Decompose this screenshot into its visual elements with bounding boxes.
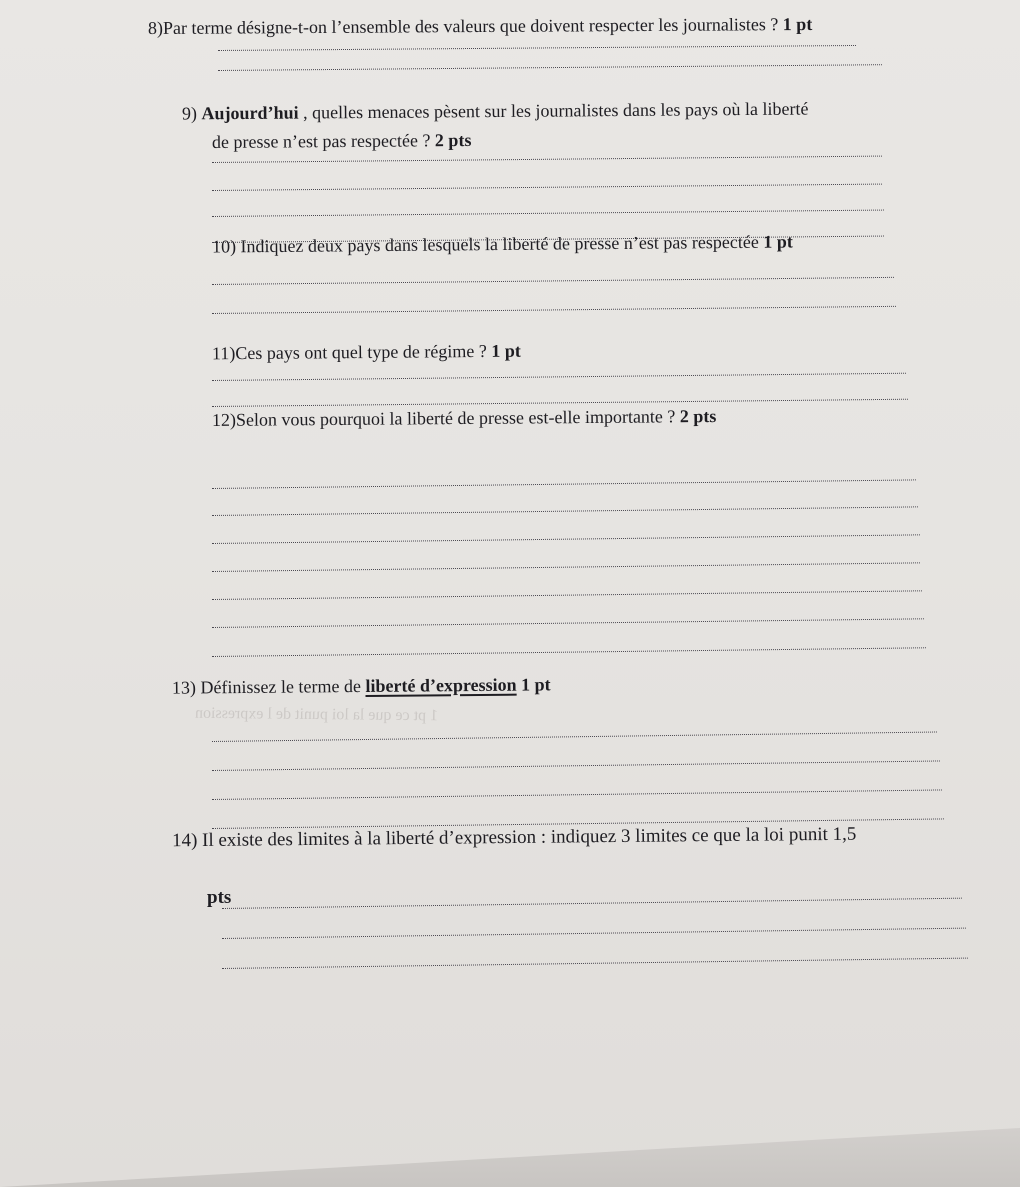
answer-line[interactable]	[222, 928, 966, 939]
answer-line[interactable]	[212, 562, 920, 572]
question-9-points: 2 pts	[434, 129, 472, 151]
answer-line[interactable]	[212, 210, 884, 217]
answer-line[interactable]	[212, 277, 894, 285]
answer-line[interactable]	[212, 156, 882, 163]
answer-line[interactable]	[212, 618, 924, 628]
answer-line[interactable]	[212, 373, 906, 381]
answer-line[interactable]	[212, 760, 940, 771]
question-8-points: 1 pt	[782, 13, 813, 35]
answer-line[interactable]	[212, 479, 916, 489]
question-13-text: 13) Définissez le terme de	[171, 675, 366, 698]
question-10	[212, 230, 793, 257]
question-14-points: pts	[207, 887, 232, 908]
question-11-points: 1 pt	[491, 340, 521, 361]
question-13-term: liberté d’expression	[365, 674, 517, 696]
answer-line[interactable]	[212, 590, 922, 600]
answer-line[interactable]	[212, 184, 882, 191]
answer-line[interactable]	[212, 306, 896, 314]
question-13-points: 1 pt	[516, 674, 551, 695]
answer-line[interactable]	[222, 958, 968, 969]
question-8	[148, 13, 812, 39]
question-12	[212, 405, 717, 431]
answer-line[interactable]	[212, 647, 926, 657]
answer-line[interactable]	[212, 789, 942, 800]
question-13	[172, 673, 551, 698]
question-9-text: , quelles menaces pèsent sur les journalistes dans les pays où la liberté	[298, 98, 809, 123]
question-9-line2	[212, 129, 472, 153]
answer-line[interactable]	[218, 45, 856, 51]
question-9	[182, 98, 809, 125]
answer-line[interactable]	[212, 732, 937, 742]
answer-line[interactable]	[218, 64, 882, 71]
question-11-text: 11)Ces pays ont quel type de régime ?	[211, 340, 492, 364]
answer-line[interactable]	[212, 534, 920, 544]
question-10-points: 1 pt	[763, 231, 793, 252]
question-11	[212, 340, 521, 365]
question-8-text: 8)Par terme désigne-t-on l’ensemble des valeurs que doivent respecter les journalistes ?	[147, 14, 783, 39]
question-12-points: 2 pts	[679, 406, 717, 427]
question-9-text-2: de presse n’est pas respectée ?	[211, 130, 435, 153]
answer-line[interactable]	[212, 506, 918, 516]
question-12-text: 12)Selon vous pourquoi la liberté de presse est-elle importante ?	[211, 406, 680, 430]
answer-line[interactable]	[222, 898, 962, 909]
question-9-number: 9)	[181, 103, 202, 124]
question-14-text: 14) Il existe des limites à la liberté d’expression : indiquez 3 limites ce que la loi punit 1,5	[171, 823, 857, 852]
show-through-text: 1 pt ce que la loi punit de l expression	[194, 704, 439, 725]
question-10-text: 10) Indiquez deux pays dans lesquels la liberté de presse n’est pas respectée	[211, 231, 764, 257]
question-9-lead: Aujourd’hui	[201, 102, 299, 124]
